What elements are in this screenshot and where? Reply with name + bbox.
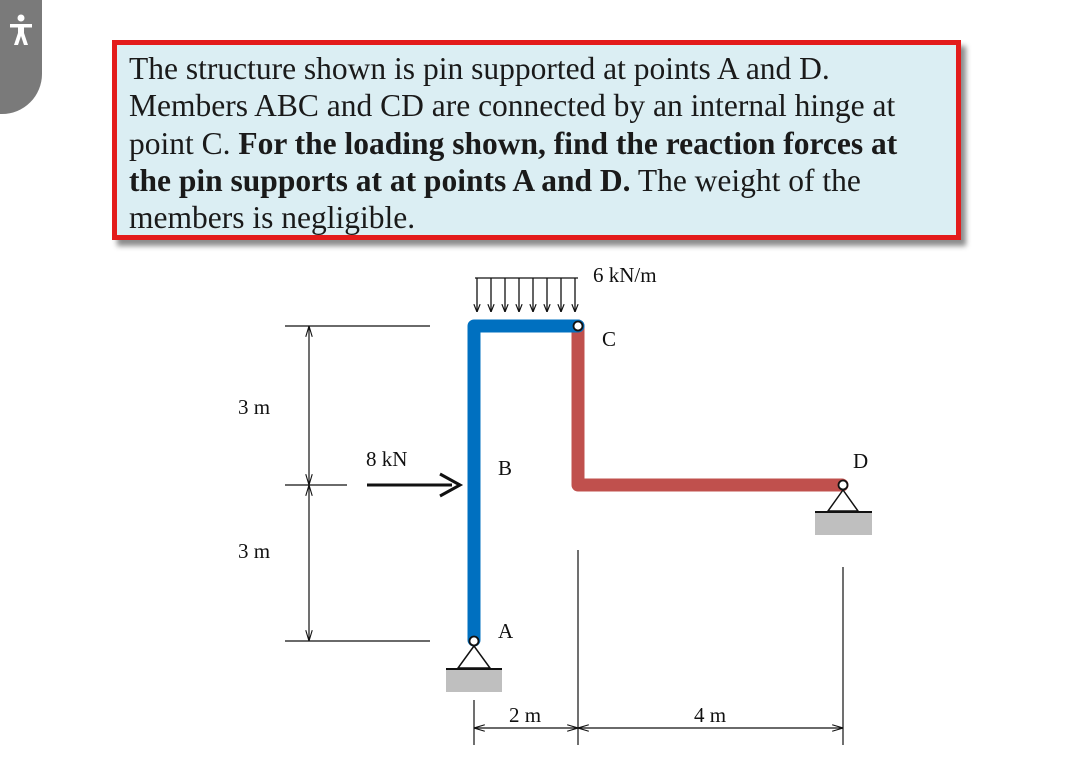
label-a: A	[498, 619, 514, 643]
support-d	[815, 490, 872, 535]
label-b: B	[498, 456, 513, 480]
member-abc	[474, 326, 578, 640]
dim-span-ac: 2 m	[509, 703, 542, 727]
label-d: D	[853, 449, 869, 473]
problem-text-2: The weight of the members is negligible.	[129, 162, 861, 236]
problem-text-1: The structure shown is pin supported at points A and D. Members ABC and CD are connected by an internal hinge at point C.	[129, 51, 896, 161]
hinge-c	[574, 322, 583, 331]
dim-lower-height: 3 m	[238, 539, 271, 563]
support-a	[446, 646, 502, 692]
distributed-load-label: 6 kN/m	[593, 263, 657, 287]
point-load-label: 8 kN	[366, 447, 408, 471]
dim-upper-height: 3 m	[238, 395, 271, 419]
dim-span-cd: 4 m	[694, 703, 727, 727]
pin-a	[470, 637, 479, 646]
pin-d	[839, 481, 848, 490]
distributed-load	[475, 278, 578, 312]
label-c: C	[602, 327, 617, 351]
member-cd	[578, 326, 842, 485]
problem-question: For the loading shown, find the reaction forces at the pin supports at at points A and D.	[129, 125, 898, 198]
point-load-arrow	[367, 474, 460, 496]
